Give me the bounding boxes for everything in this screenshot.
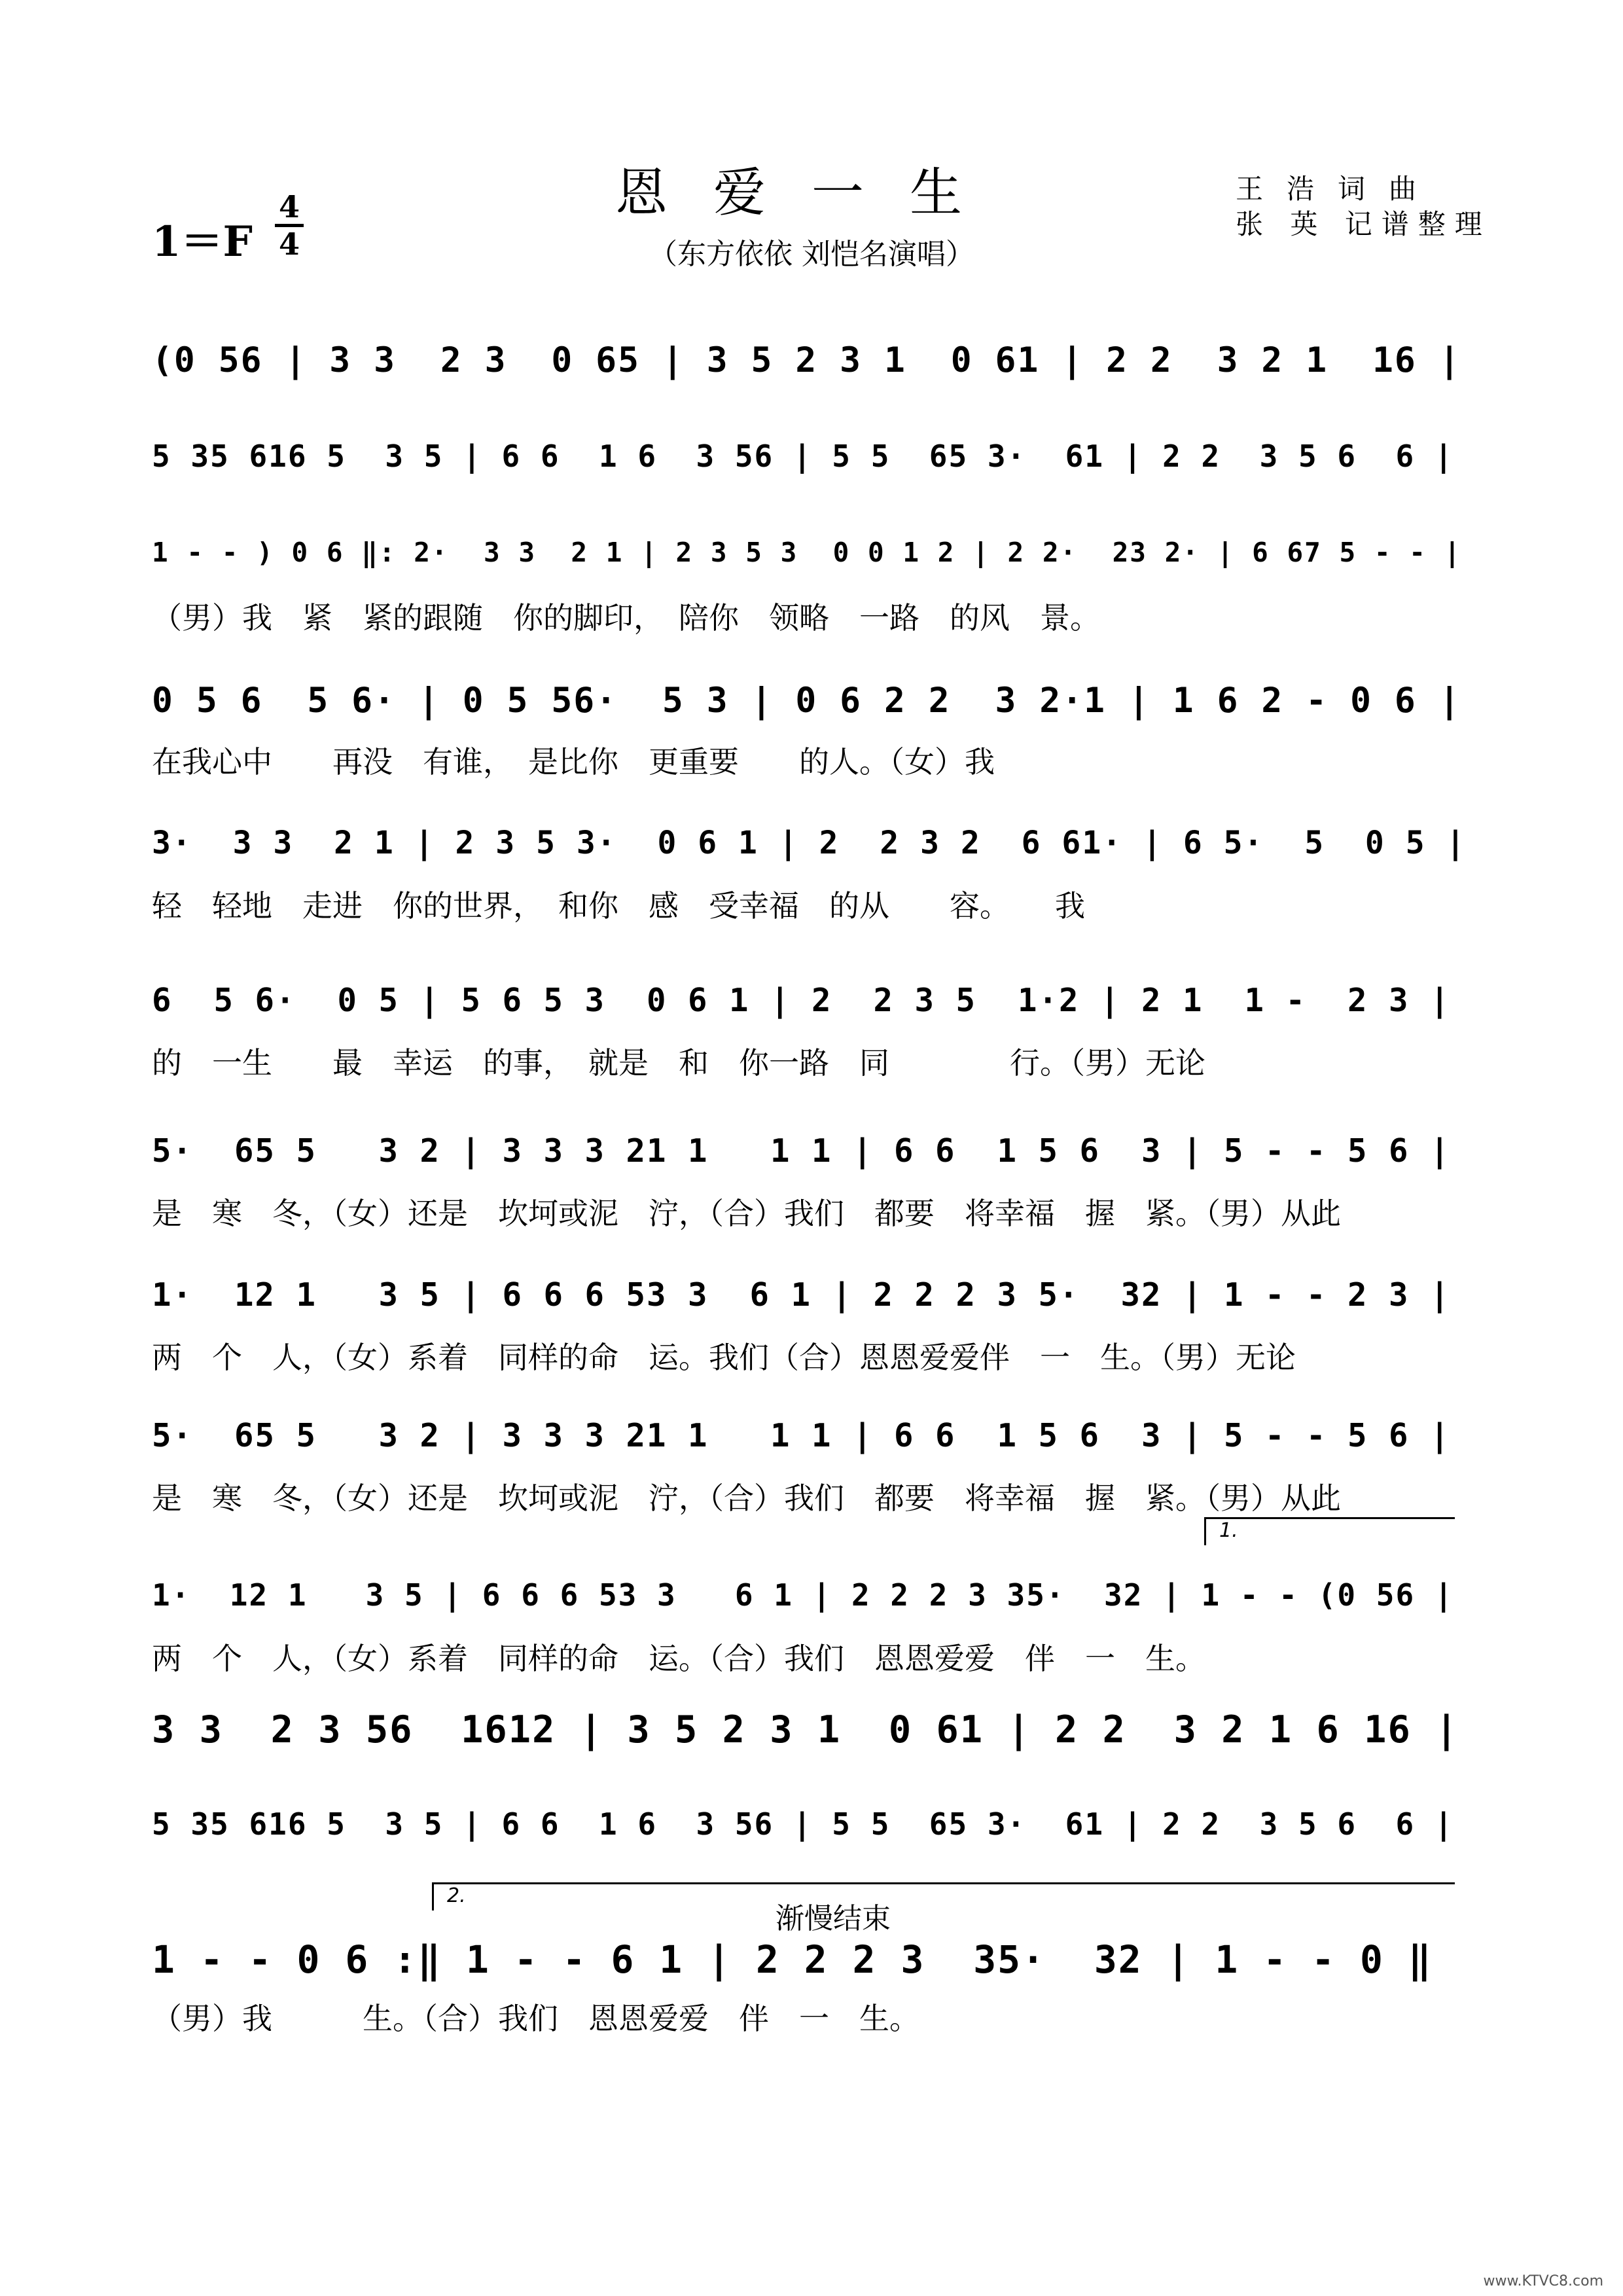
lyrics-row: 是 寒 冬，（女）还是 坎坷或泥 泞，（合）我们 都要 将幸福 握 紧。（男）从此 xyxy=(152,1480,1341,1516)
time-signature xyxy=(275,191,304,260)
notation-row: 6 5 6· 0 5 | 5 6 5 3 0 6 1 | 2 2 3 5 1·2 | 2 1 1 - 2 3 | xyxy=(152,982,1451,1019)
lyrics-row: 在我心中 再没 有谁， 是比你 更重要 的人。（女）我 xyxy=(152,744,995,780)
notation-row: 0 5 6 5 6· | 0 5 56· 5 3 | 0 6 2 2 3 2·1 | 1 6 2 - 0 6 | xyxy=(152,681,1461,721)
notation-row: 1 - - 0 6 :‖ 1 - - 6 1 | 2 2 2 3 35· 32 | 1 - - 0 ‖ xyxy=(152,1937,1433,1982)
volta-1-label: 1. xyxy=(1219,1519,1238,1542)
volta-bracket-2 xyxy=(432,1882,1455,1910)
notation-row: 1· 12 1 3 5 | 6 6 6 53 3 6 1 | 2 2 2 3 35· 32 | 1 - - (0 56 | xyxy=(152,1577,1454,1613)
notation-row: 1 - - ) 0 6 ‖: 2· 3 3 2 1 | 2 3 5 3 0 0 1 2 | 2 2· 23 2· | 6 67 5 - - | xyxy=(152,537,1462,568)
time-signature-bottom: 4 xyxy=(278,226,300,262)
volta-2-label: 2. xyxy=(447,1884,466,1907)
credit-transcription: 张 英 记谱整理 xyxy=(1236,208,1491,240)
notation-row: 3 3 2 3 56 1612 | 3 5 2 3 1 0 61 | 2 2 3 2 1 6 16 | xyxy=(152,1708,1459,1751)
lyrics-row: 是 寒 冬，（女）还是 坎坷或泥 泞，（合）我们 都要 将幸福 握 紧。（男）从此 xyxy=(152,1196,1341,1231)
notation-row: 5 35 616 5 3 5 | 6 6 1 6 3 56 | 5 5 65 3· 61 | 2 2 3 5 6 6 | xyxy=(152,439,1454,474)
time-signature-top: 4 xyxy=(278,189,300,224)
notation-row: 3· 3 3 2 1 | 2 3 5 3· 0 6 1 | 2 2 3 2 6 61· | 6 5· 5 0 5 | xyxy=(152,825,1467,861)
lyrics-row: 两 个 人，（女）系着 同样的命 运。（合）我们 恩恩爱爱 伴 一 生。 xyxy=(152,1641,1205,1676)
key-signature: 1＝F xyxy=(152,217,253,266)
notation-row: 5· 65 5 3 2 | 3 3 3 21 1 1 1 | 6 6 1 5 6 3 | 5 - - 5 6 | xyxy=(152,1132,1451,1170)
notation-row: 1· 12 1 3 5 | 6 6 6 53 3 6 1 | 2 2 2 3 5· 32 | 1 - - 2 3 | xyxy=(152,1276,1451,1314)
credit-lyrics-music: 王浩词曲 xyxy=(1236,173,1440,205)
notation-row: 5· 65 5 3 2 | 3 3 3 21 1 1 1 | 6 6 1 5 6 3 | 5 - - 5 6 | xyxy=(152,1417,1451,1454)
volta-bracket-1 xyxy=(1204,1517,1455,1545)
tempo-marking: 渐慢结束 xyxy=(776,1902,891,1935)
lyrics-row: 轻 轻地 走进 你的世界， 和你 感 受幸福 的从 容。 我 xyxy=(152,888,1085,924)
lyrics-row: 的 一生 最 幸运 的事， 就是 和 你一路 同 行。（男）无论 xyxy=(152,1045,1205,1081)
performers-subtitle: （东方依依 刘恺名演唱） xyxy=(649,238,974,271)
song-title: 恩爱一生 xyxy=(615,162,1008,223)
lyrics-row: （男）我 紧 紧的跟随 你的脚印， 陪你 领略 一路 的风 景。 xyxy=(152,600,1100,636)
lyrics-row: 两 个 人，（女）系着 同样的命 运。我们（合）恩恩爱爱伴 一 生。（男）无论 xyxy=(152,1340,1296,1375)
notation-row: (0 56 | 3 3 2 3 0 65 | 3 5 2 3 1 0 61 | 2 2 3 2 1 16 | xyxy=(152,340,1461,380)
site-watermark: www.KTVC8.com xyxy=(1483,2273,1603,2289)
lyrics-row: （男）我 生。（合）我们 恩恩爱爱 伴 一 生。 xyxy=(152,2001,919,2036)
notation-row: 5 35 616 5 3 5 | 6 6 1 6 3 56 | 5 5 65 3· 61 | 2 2 3 5 6 6 | xyxy=(152,1806,1454,1842)
